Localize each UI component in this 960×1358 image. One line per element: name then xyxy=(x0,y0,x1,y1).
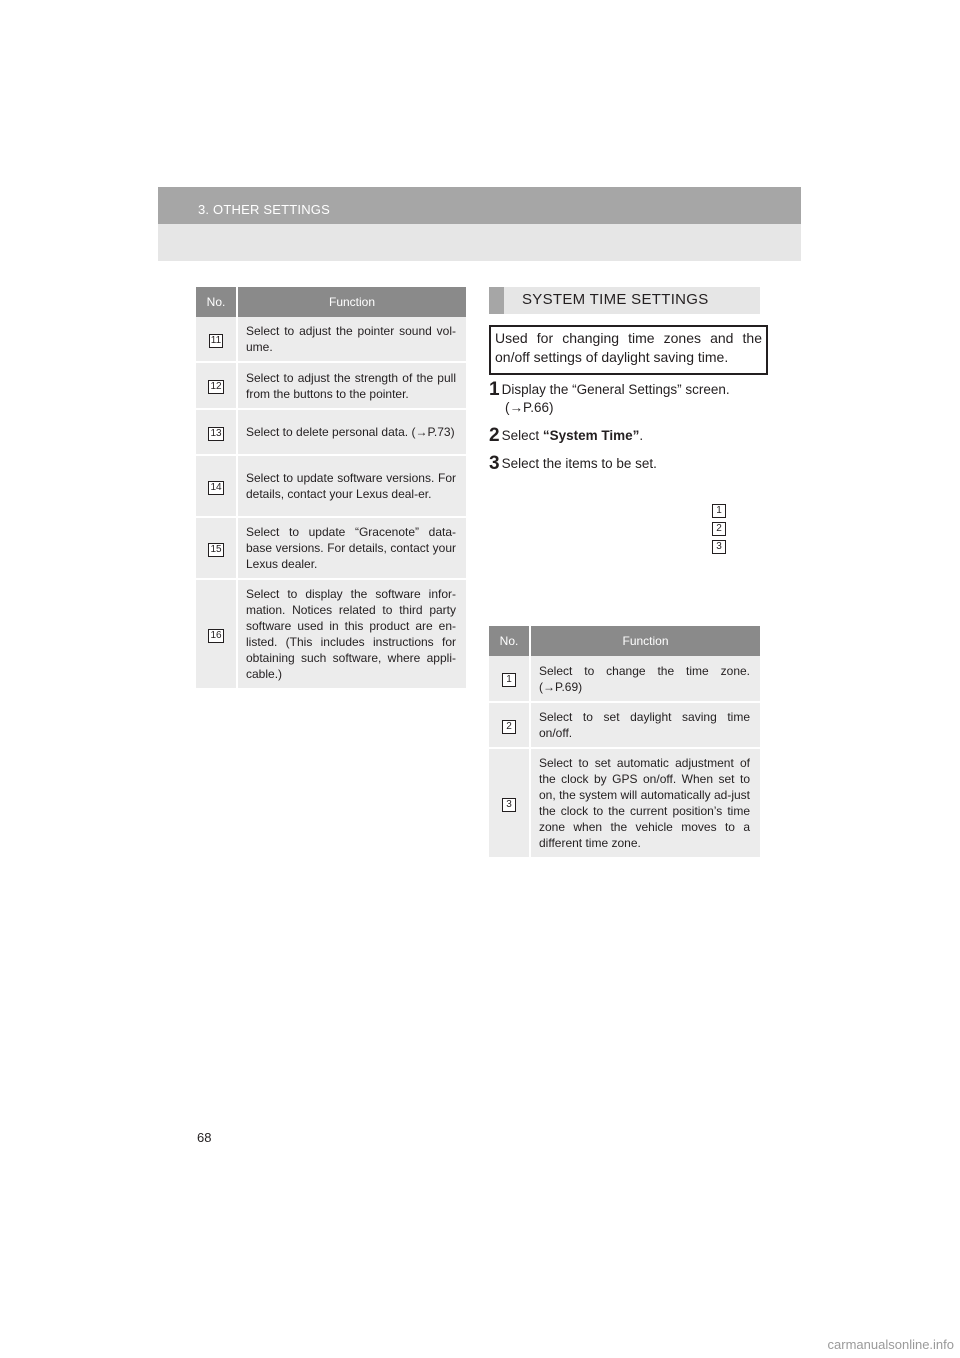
table-row xyxy=(489,656,760,702)
right-function-table xyxy=(489,626,760,859)
table-row xyxy=(489,748,760,858)
table-row xyxy=(196,317,466,362)
row-number-badge: 1 xyxy=(502,673,516,687)
step-text-pre: Select xyxy=(501,428,543,443)
left-function-table xyxy=(196,287,466,690)
table-row xyxy=(489,702,760,748)
row-number-badge: 15 xyxy=(210,543,222,555)
row-number-badge: 13 xyxy=(210,427,222,439)
step-number: 3 xyxy=(489,453,500,474)
callout-badge-1: 1 xyxy=(712,504,726,518)
step-text-post: . xyxy=(639,428,644,443)
step-subtext: (→P.66) xyxy=(505,400,554,415)
section-title: SYSTEM TIME SETTINGS xyxy=(522,291,709,308)
step-number: 1 xyxy=(489,379,500,400)
header-bar xyxy=(158,187,801,224)
row-function-text: Select to set daylight saving time on/off. xyxy=(530,702,760,748)
step-text-strong: “System Time” xyxy=(542,428,640,443)
step-3 xyxy=(489,455,657,473)
section-header-title: 3. OTHER SETTINGS xyxy=(198,202,330,217)
step-text: Display the “General Settings” screen. xyxy=(501,382,730,397)
row-function-text: Select to adjust the pointer sound vol-ume. xyxy=(237,317,466,362)
row-number-badge: 2 xyxy=(502,720,516,734)
col-header-no: No. xyxy=(489,626,530,656)
col-header-no: No. xyxy=(196,287,237,317)
intro-box: Used for changing time zones and the on/off settings of daylight saving time. xyxy=(489,325,768,375)
callout-badge-2: 2 xyxy=(712,522,726,536)
row-function-text: Select to adjust the strength of the pull from the buttons to the pointer. xyxy=(237,362,466,409)
step-text: Select the items to be set. xyxy=(501,456,657,471)
row-number-badge: 11 xyxy=(210,334,222,346)
row-number-badge: 14 xyxy=(210,481,222,493)
step-2 xyxy=(489,427,643,445)
table-row xyxy=(196,579,466,689)
row-number-badge: 16 xyxy=(210,629,222,641)
row-function-text: Select to update “Gracenote” data-base versions. For details, contact your Lexus dealer. xyxy=(237,517,466,579)
col-header-function: Function xyxy=(237,287,466,317)
row-number-badge: 12 xyxy=(210,381,222,392)
row-function-text: Select to display the software infor-mation. Notices related to third party software used in this product are en-listed. (This includes instructions for obtaining such software, where appli-cable.) xyxy=(237,579,466,689)
page-number: 68 xyxy=(197,1130,212,1145)
table-header-row xyxy=(196,287,466,317)
row-number-badge: 3 xyxy=(502,798,516,812)
row-function-text: Select to delete personal data. (→P.73) xyxy=(237,409,466,455)
watermark: carmanualsonline.info xyxy=(827,1337,954,1352)
table-row xyxy=(196,362,466,409)
table-row xyxy=(196,517,466,579)
table-row xyxy=(196,409,466,455)
step-1 xyxy=(489,381,760,417)
row-function-text: Select to change the time zone. (→P.69) xyxy=(530,656,760,702)
header-band xyxy=(158,187,801,261)
table-row xyxy=(196,455,466,517)
callout-badge-3: 3 xyxy=(712,540,726,554)
section-title-box xyxy=(489,287,760,314)
table-header-row xyxy=(489,626,760,656)
step-number: 2 xyxy=(489,425,500,446)
section-title-accent xyxy=(489,287,504,314)
col-header-function: Function xyxy=(530,626,760,656)
row-function-text: Select to set automatic adjustment of the clock by GPS on/off. When set to on, the system will automatically ad-just the clock to the current position’s time zone when the vehicle moves to a different time zone. xyxy=(530,748,760,858)
row-function-text: Select to update software versions. For details, contact your Lexus deal-er. xyxy=(237,455,466,517)
